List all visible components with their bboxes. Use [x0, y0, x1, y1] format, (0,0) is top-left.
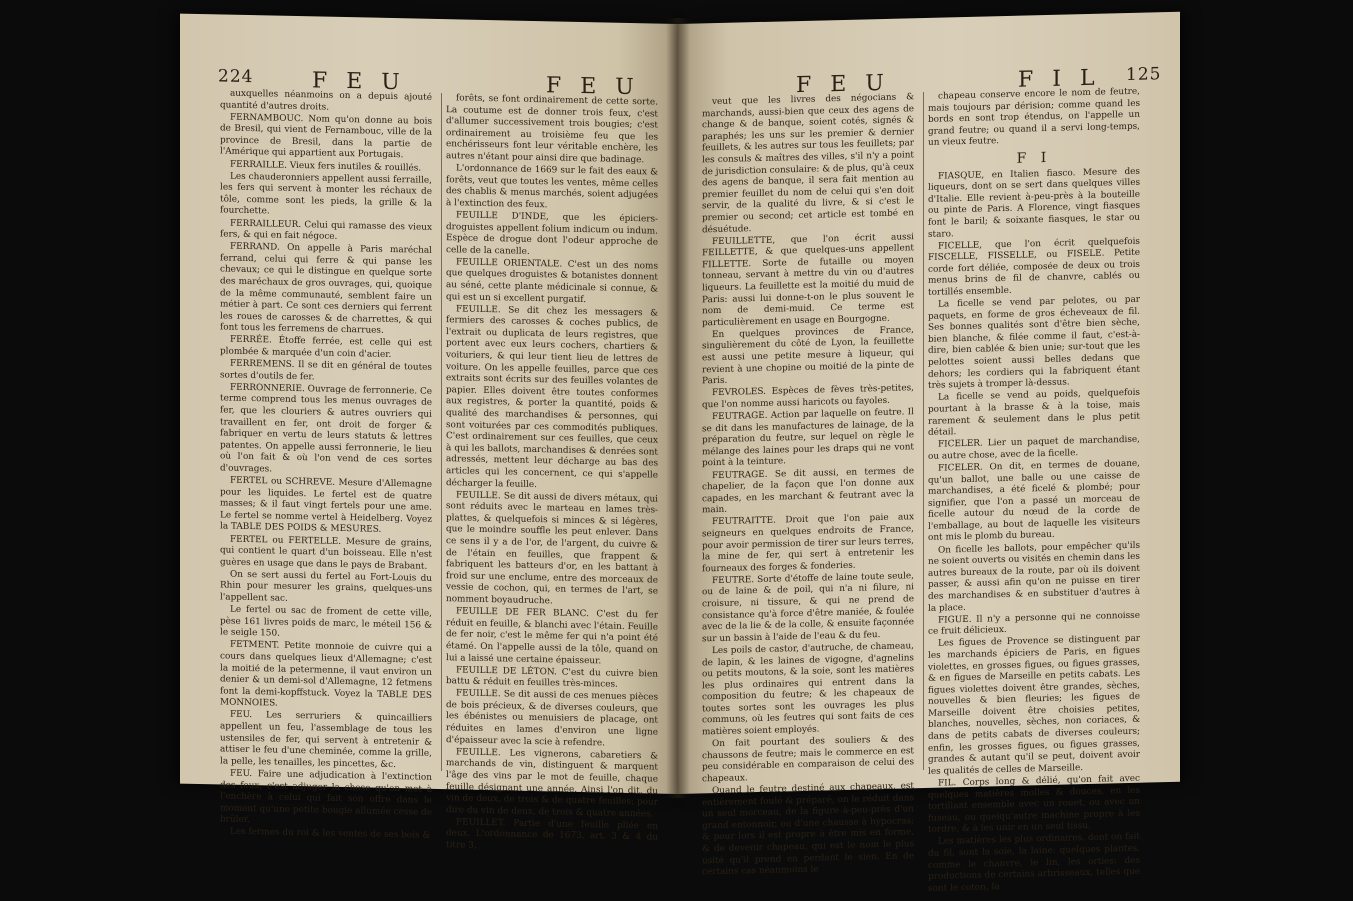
paragraph: Les figues de Provence se distinguent par les marchands épiciers de Paris, en figues violettes, en grosses figues, ou figues grasses, & en figues de Marseille en petits cabats. Les figues violettes doivent être grandes, sèches, nouvelles & bien fleuries; les figues de Marseille doivent être choisies petites, blanches, nouvelles, sèches, non coriaces, & dans de petits cabats de diverses couleurs; enfin, les grosses figues, ou figues grasses, grandes & autant qu'il se peut, doivent avoir les qualités de celles de Marseille.	[928, 634, 1140, 777]
running-head: F E U	[312, 68, 406, 96]
paragraph: FEUTRAGE. Se dit aussi, en termes de chapelier, de la façon que l'on donne aux capades, en les marchant & feutrant avec la main.	[702, 465, 914, 516]
paragraph: FEU. Les serruriers & quincailliers appellent un feu, l'assemblage de tous les ustensiles de fer, qui servent à entretenir & attiser le feu d'une cheminée, comme la grille, la pelle, les tenailles, les pincettes, &c.	[220, 710, 432, 770]
page-number: 125	[1126, 64, 1162, 86]
paragraph: FEUILLE. Se dit aussi de ces menues pièces de bois précieux, & de diverses couleurs, que les ébénistes ou menuisiers de placage, ont réduites en lames d'environ une ligne d'épaisseur avec la scie à refendre.	[446, 688, 658, 749]
paragraph: FERRAILLEUR. Celui qui ramasse des vieux fers, & qui en fait négoce.	[220, 218, 432, 242]
text-column	[928, 86, 1140, 894]
paragraph: FERREMENS. Il se dit en général de toutes sortes d'outils de fer.	[220, 358, 432, 383]
paragraph: FEUILLE DE FER BLANC. C'est du fer réduit en feuille, & blanchi avec l'étain. Feuille de fer noir, c'est le même fer qui n'a point été étamé. On l'appelle aussi de la tôle, quand on lui a laissé une certaine épaisseur.	[446, 606, 658, 666]
paragraph: FEUILLETTE, que l'on écrit aussi FEILLETTE, & que quelques-uns appellent FILLETTE. Sorte de futaille ou moyen tonneau, servant à mettre du vin ou d'autres liqueurs. La feuillette est la moitié du muid de Paris: aussi lui donne-t-on le plus souvent le nom de demi-muid. Ce terme est particulièrement en usage en Bourgogne.	[702, 231, 914, 329]
paragraph: La ficelle se vend par pelotes, ou par paquets, en forme de gros écheveaux de fil. Ses bonnes qualités sont d'être bien sèche, bien blanche, & filée comme il faut, c'est-à-dire, bien cablée & bien unie; sur-tout que les pelottes soient aussi belles dedans que dehors; les cordiers qui la fabriquent étant très sujets à tromper là-dessus.	[928, 294, 1140, 392]
running-head: F E U	[546, 73, 640, 101]
paragraph: En quelques provinces de France, singulièrement du côté de Lyon, la feuillette est aussi une petite mesure à liqueur, qui revient à une chopine ou moitié de la pinte de Paris.	[702, 325, 914, 387]
paragraph: Les matières les plus ordinaires, dont on fait du fil, sont la soie, la laine: quelques plantes, comme le chanvre, le lin, les orties: des productions de certains arbrisseaux, telles que sont le coton, la	[928, 832, 1140, 894]
paragraph: FEUTRAGE. Action par laquelle on feutre. Il se dit dans les manufactures de lainage, de la préparation du feutre, sur lequel on règle le mélange des laines pour les draps qui ne vont point à la teinture.	[702, 407, 914, 469]
paragraph: chapeau conserve encore le nom de feutre, mais toujours par dérision; comme quand les bords en sont trop étendus, on l'appelle un grand feutre; ou quand il a servi long-temps, un vieux feutre.	[928, 86, 1140, 149]
paragraph: Les poils de castor, d'autruche, de chameau, de lapin, & les laines de vigogne, d'agnelins ou petits moutons, & la soie, sont les matières les plus ordinaires qui entrent dans la composition du feutre; & les chapeaux de toutes sortes sont les ouvrages les plus communs, où les feutres qui sont faits de ces matières soient employés.	[702, 641, 914, 738]
paragraph: FEUILLE. Les vignerons, cabaretiers & marchands de vin, distinguent & marquent l'âge des vins par le mot de feuille, chaque feuille désignant une année. Ainsi l'on dit, du vin de deux, de trois & de quatre feuilles; pour dire du vin de deux, de trois & quatre années.	[446, 747, 658, 820]
paragraph: FEUILLET. Partie d'une feuille pliée en deux. L'ordonnance de 1673, art. 3 & 4 du titre 3,	[446, 817, 658, 851]
paragraph: On ficelle les ballots, pour empêcher qu'ils ne soient ouverts ou visités en chemin dans les autres bureaux de la route, par où ils doivent passer, & aussi afin qu'on ne puisse en tirer des marchandises & en substituer d'autres à la place.	[928, 540, 1140, 614]
paragraph: FERNAMBOUC. Nom qu'on donne au bois de Bresil, qui vient de Fernambouc, ville de la province de Bresil, dans la partie de l'Amérique qui appartient aux Portugais.	[220, 112, 432, 161]
paragraph: FIL. Corps long & délié, qu'on fait avec quelques matières molles & douces, en les tortillant ensemble avec un rouet, ou avec un fuseau, ou quelqu'autre machine propre à les tordre, & à les unir en un seul tissu.	[928, 773, 1140, 836]
paragraph: FERRONNERIE. Ouvrage de ferronnerie. Ce terme comprend tous les menus ouvrages de fer, que les clouriers & autres ouvriers qui travaillent en fer, ont droit de forger & fabriquer en vertu de leurs statuts & lettres patentes. On appelle aussi ferronnerie, le lieu où l'on fait & où l'on vend de ces sortes d'ouvrages.	[220, 382, 432, 475]
paragraph: Les chauderonniers appellent aussi ferraille, les fers qui servent à monter les réchaux de tôle, comme sont les pieds, la grille & la fourchette.	[220, 171, 432, 217]
paragraph: L'ordonnance de 1669 sur le fait des eaux & forêts, veut que toutes les ventes, même celles des chablis & menus marchés, soient adjugées à l'extinction des feux.	[446, 163, 658, 211]
paragraph: Les fermes du roi & les ventes de ses bois &	[230, 827, 431, 842]
running-head: F I L	[1018, 65, 1101, 93]
paragraph: FEUILLE DE LÉTON. C'est du cuivre bien battu & réduit en feuilles très-minces.	[446, 664, 658, 690]
paragraph: FEUILLE D'INDE, que les épiciers-droguistes appellent folium indicum ou indum. Espèce de drogue dont l'odeur approche de celle de la canelle.	[446, 210, 658, 257]
paragraph: FERTEL ou SCHREVE. Mesure d'Allemagne pour les liquides. Le fertel est de quatre masses; & il faut vingt fertels pour une ame. Le fertel se nomme vertel à Heidelberg. Voyez la TABLE DES POIDS & MESURES.	[220, 475, 432, 536]
running-head: F E U	[796, 70, 890, 99]
column-rule	[923, 92, 924, 770]
text-column	[220, 88, 432, 842]
paragraph: FEU. Faire une adjudication à l'extinction des feux, c'est adjuger la chose qu'on met à l'enchère à celui qui fait son offre dans le moment qu'une petite bougie allumée cesse de brûler.	[220, 768, 432, 826]
paragraph: FETMENT. Petite monnoie de cuivre qui a cours dans quelques lieux d'Allemagne; c'est la moitié de la petermenne, il vaut environ un denier & un demi-sol d'Allemagne, 12 fetmens font la demi-kopffstuck. Voyez la TABLE DES MONNOIES.	[220, 640, 432, 709]
paragraph: FICELER. Lier un paquet de marchandise, ou autre chose, avec de la ficelle.	[928, 434, 1140, 462]
paragraph: FICELER. On dit, en termes de douane, qu'un ballot, une balle ou une caisse de marchandises, a été ficelé & plombé; pour signifier, que l'on a passé un morceau de ficelle autour du nœud de la corde de l'emballage, au bout de laquelle les visiteurs ont mis le plomb du bureau.	[928, 458, 1140, 544]
paragraph: Quand le feutre destiné aux chapeaux, est entièrement foulé & préparé, on le réduit dans un seul morceau, de la figure à-peu-près d'un grand entonnoir, ou d'une chausse à hypocras; & pour lors il est propre à être mis en forme, & de devenir chapeau, qui est le nom le plus usité qu'il prend en perdant le sien. En de certains cas néanmoins le	[702, 781, 914, 878]
paragraph: On se sert aussi du fertel au Fort-Louis du Rhin pour mesurer les grains, quelques-uns l'appellent sac.	[220, 569, 432, 604]
paragraph: forêts, se font ordinairement de cette sorte. La coutume est de donner trois feux, c'est d'allumer successivement trois bougies; c'est ordinairement au troisième feu que les enchérisseurs font leur véritable enchère, les autres n'étant pour ainsi dire que badinage.	[446, 93, 658, 166]
paragraph: FERRÉE. Étoffe ferrée, est celle qui est plombée & marquée d'un coin d'acier.	[220, 335, 432, 361]
paragraph: FERRAND. On appelle à Paris maréchal ferrand, celui qui ferre & qui panse les chevaux; ce qui le distingue en quelque sorte des maréchaux de gros ouvrages, qui, quoique de la même communauté, semblent faire un métier à part. Ce sont ces derniers qui ferrent les roues de carosses & de charrettes, & qui font tous les ferremens de charrues.	[220, 241, 432, 337]
paragraph: FICELLE, que l'on écrit quelquefois FISCELLE, FISSELLE, ou FISELE. Petite corde fort déliée, composée de deux ou trois menus brins de fil de chanvre, cablés ou tortillés ensemble.	[928, 236, 1140, 298]
paragraph: FEUTRAITTE. Droit que l'on paie aux seigneurs en quelques endroits de France, pour avoir permission de tirer sur leurs terres, la mine de fer, qui sert à entretenir les fourneaux des forges & fonderies.	[702, 512, 914, 575]
paragraph: FERRAILLE. Vieux fers inutiles & rouillés.	[230, 159, 422, 174]
section-heading: F I	[1016, 149, 1052, 167]
paragraph: FEUILLE. Se dit aussi de divers métaux, qui sont réduits avec le marteau en lames très-plattes, & quelquefois si minces & si légères, que le moindre souffle les peut enlever. Dans ce sens il y a de l'or, de l'argent, du cuivre & de l'étain en feuilles, que frappent & fabriquent les batteurs d'or, en les battant à froid sur une enclume, entre des morceaux de vessie de cochon, qui, en termes de l'art, se nomment boyaudruche.	[446, 490, 658, 607]
page-number: 224	[218, 66, 254, 88]
paragraph: FIASQUE, en Italien fiasco. Mesure des liqueurs, dont on se sert dans quelques villes d'Italie. Elle revient à-peu-près à la bouteille ou pinte de Paris. A Florence, vingt fiasques font le baril; & soixante fiasques, le star ou staro.	[928, 166, 1140, 240]
paragraph: FIGUE. Il n'y a personne qui ne connoisse ce fruit délicieux.	[928, 610, 1140, 638]
paragraph: FEUILLE. Se dit chez les messagers & fermiers des carosses & coches publics, de l'extrait ou duplicata de leurs registres, que portent avec eux leurs cochers, chartiers & voituriers, & qui leur tient lieu de lettres de voiture. On les appelle feuilles, parce que ces extraits sont écrits sur des feuilles volantes de papier. Elles doivent être toutes conformes aux registres, & porter la quantité, poids & qualité des marchandises & personnes, qui sont voiturées par ces commodités publiques. C'est ordinairement sur ces feuilles, que ceux à qui les ballots, marchandises & denrées sont adressés, mettent leur décharge au bas des articles qui les concernent, ce qui s'appelle décharger la feuille.	[446, 304, 658, 490]
paragraph: Le fertel ou sac de froment de cette ville, pèse 161 livres poids de marc, le méteil 156 & le seigle 150.	[220, 604, 432, 639]
right-page	[678, 12, 1180, 894]
column-rule	[441, 93, 442, 771]
paragraph: FEVROLES. Espèces de fèves très-petites, que l'on nomme aussi haricots ou fayoles.	[702, 383, 914, 411]
paragraph: On fait pourtant des souliers & des chaussons de feutre; mais le commerce en est peu considérable en comparaison de celui des chapeaux.	[702, 734, 914, 785]
paragraph: auxquelles néanmoins on a depuis ajouté quantité d'autres droits.	[220, 88, 432, 113]
paragraph: veut que les livres des négocians & marchands, aussi-bien que ceux des agens de change & de banque, soient cotés, signés & paraphés; les uns sur les premier & dernier feuillets, & les autres sur tous les feuillets; par les consuls & maîtres des villes, s'il n'y a point de jurisdiction consulaire: & de plus, qu'à ceux des agens de banque, il sera fait mention au premier feuillet du nom de celui qui s'en doit servir, de la qualité du livre, & si c'est le premier ou second; cet article est tombé en désuétude.	[702, 92, 915, 235]
left-page	[180, 14, 678, 851]
text-column	[446, 93, 658, 851]
paragraph: FEUILLE ORIENTALE. C'est un des noms que quelques droguistes & botanistes donnent au séné, cette plante médicinale si connue, & qui est un si excellent purgatif.	[446, 257, 658, 305]
paragraph: La ficelle se vend au poids, quelquefois pourtant à la brasse & à la toise, mais rarement & seulement dans le plus petit détail.	[928, 388, 1140, 439]
paragraph: FEUTRE. Sorte d'étoffe de laine toute seule, ou de laine & de poil, qui n'a ni filure, ni croisure, ni tissure, & qui ne prend de consistance qu'à force d'être maniée, & foulée avec de la lie & de la colle, & ensuite façonnée sur un bassin à l'aide de l'eau & du feu.	[702, 571, 914, 645]
paragraph: FERTEL ou FERTELLE. Mesure de grains, qui contient le quart d'un boisseau. Elle n'est guères en usage que dans le pays de Brabant.	[220, 534, 432, 572]
text-column	[702, 92, 915, 878]
